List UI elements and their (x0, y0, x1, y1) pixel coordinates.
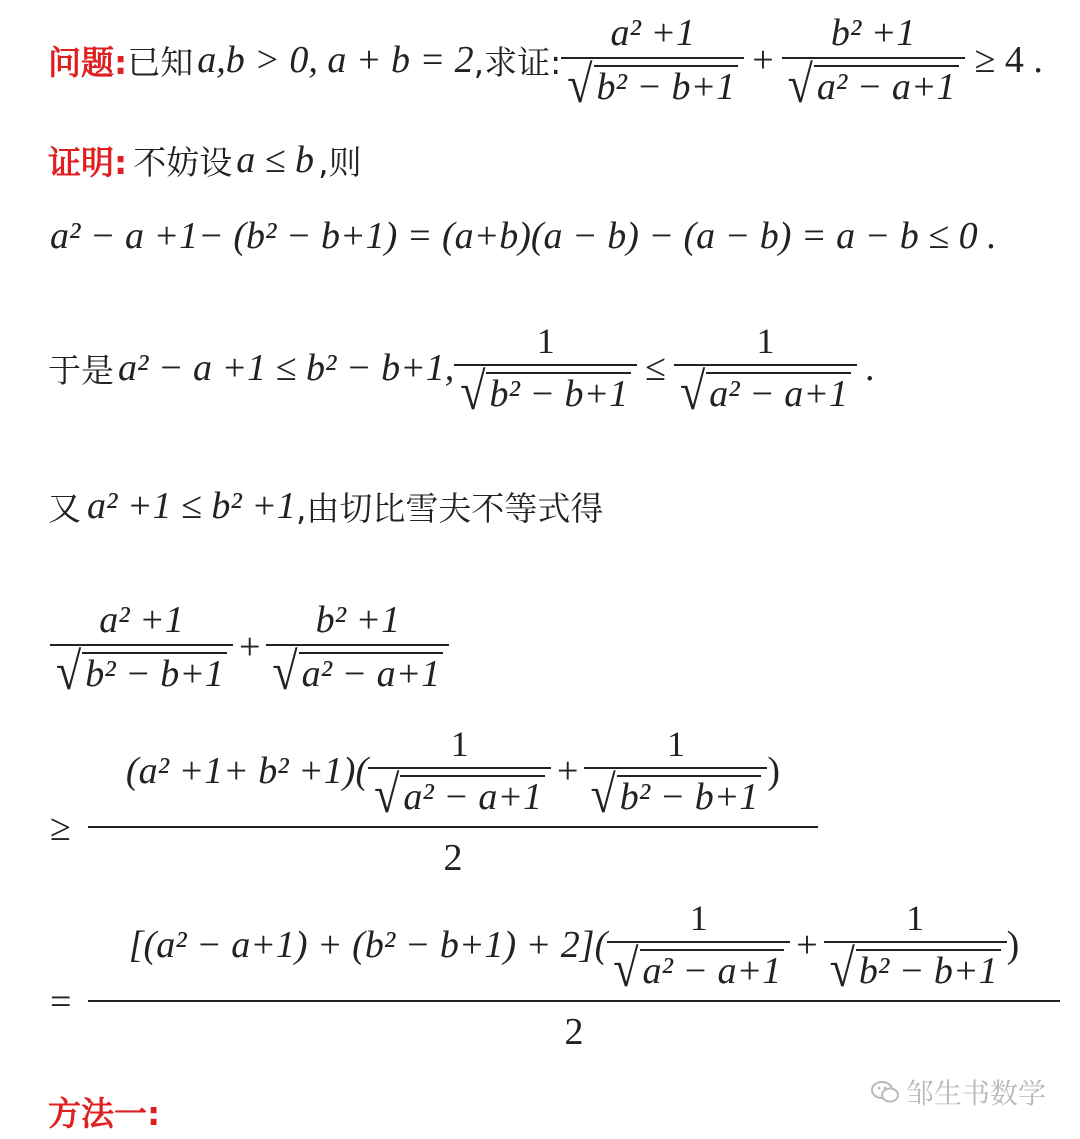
method-label: 方法一: (48, 1094, 161, 1133)
lhs-denominator-1: b² − b+1 (594, 65, 739, 107)
line2-period: . (864, 347, 875, 389)
then-text: ,则 (318, 142, 362, 182)
reciprocal-line (48, 318, 875, 421)
leq-sign: ≤ (645, 347, 667, 389)
step2-fraction (88, 890, 1060, 1054)
step1-plus: + (557, 750, 579, 792)
step2-numerator (129, 890, 1019, 1000)
sqrt-icon: √ (374, 764, 400, 824)
sum-expression (50, 592, 449, 702)
step1-inner-denominator-1: a² − a+1 (400, 775, 545, 817)
step2-inner-numerator-2: 1 (906, 897, 925, 938)
sum-denominator-2: a² − a+1 (299, 652, 444, 694)
step1-inner-denominator-2: b² − b+1 (617, 775, 762, 817)
lhs-numerator-1: a² +1 (610, 11, 695, 54)
lhs-fraction-1 (561, 11, 744, 114)
watermark (870, 1072, 1046, 1112)
step1-numerator (126, 716, 780, 826)
problem-line (48, 10, 1043, 114)
step2-close: ) (1006, 924, 1020, 966)
step1-close: ) (767, 750, 781, 792)
step1-denominator: 2 (443, 837, 463, 879)
step2-inner-denominator-2: b² − b+1 (856, 949, 1001, 991)
step1-inner-fraction-2 (584, 723, 767, 824)
step2-inner-numerator-1: 1 (689, 897, 708, 938)
sum-fraction-2 (266, 598, 449, 701)
sqrt-icon: √ (567, 54, 593, 114)
step1-open: (a² +1+ b² +1)( (125, 750, 369, 792)
line2-fraction-2 (674, 320, 857, 421)
line2-expr: a² − a +1 ≤ b² − b+1, (118, 347, 455, 389)
proof-line (48, 136, 362, 184)
step2-open: [(a² − a+1) + (b² − b+1) + 2]( (128, 924, 608, 966)
eq-sign: = (50, 981, 72, 1023)
difference-line: a² − a +1− (b² − b+1) = (a+b)(a − b) − (a − b) = a − b ≤ 0 . (50, 215, 997, 257)
lhs-numerator-2: b² +1 (830, 11, 916, 54)
sum-denominator-1: b² − b+1 (82, 652, 227, 694)
geq-sign: ≥ (50, 807, 71, 849)
sum-plus: + (238, 626, 261, 668)
step2-inner-fraction-2 (824, 897, 1007, 998)
proof-label: 证明: (48, 142, 128, 182)
given-condition: a,b > 0, a + b = 2 (197, 39, 474, 81)
given-prefix: 已知 (127, 42, 194, 82)
sqrt-icon: √ (787, 54, 813, 114)
problem-label: 问题: (48, 42, 128, 82)
line2-denominator-1: b² − b+1 (486, 372, 631, 414)
line2-denominator-2: a² − a+1 (706, 372, 851, 414)
sum-numerator-1: a² +1 (99, 598, 184, 641)
line3-prefix: 又 (48, 488, 81, 528)
wechat-icon (870, 1080, 900, 1104)
lhs-fraction-2 (782, 11, 965, 114)
line2-numerator-1: 1 (536, 320, 555, 361)
problem-rhs: ≥ 4 . (974, 39, 1043, 81)
step2-inner-denominator-1: a² − a+1 (640, 949, 785, 991)
step2-denominator: 2 (564, 1011, 584, 1053)
chebyshev-line (48, 482, 603, 530)
line3-text: ,由切比雪夫不等式得 (295, 488, 604, 528)
step1-fraction (88, 716, 818, 880)
sqrt-icon: √ (460, 361, 486, 421)
sqrt-icon: √ (680, 361, 706, 421)
step2-inner-fraction-1 (607, 897, 790, 998)
sum-numerator-2: b² +1 (315, 598, 401, 641)
step1-inner-numerator-1: 1 (450, 723, 469, 764)
step1-inner-fraction-1 (368, 723, 551, 824)
sqrt-icon: √ (56, 641, 82, 701)
line2-numerator-2: 1 (756, 320, 775, 361)
sum-fraction-1 (50, 598, 233, 701)
line2-fraction-1 (454, 320, 637, 421)
sqrt-icon: √ (613, 938, 639, 998)
sqrt-icon: √ (590, 764, 616, 824)
assume-text: 不妨设 (133, 142, 233, 182)
line3-expr: a² +1 ≤ b² +1 (87, 485, 296, 527)
prove-label: ,求证: (473, 42, 562, 82)
plus-sign: + (752, 39, 774, 81)
line2-prefix: 于是 (48, 350, 114, 390)
lhs-denominator-2: a² − a+1 (814, 65, 959, 107)
assume-expr: a ≤ b (236, 139, 315, 181)
sqrt-icon: √ (829, 938, 855, 998)
sqrt-icon: √ (272, 641, 298, 701)
step2-plus: + (796, 924, 818, 966)
step1-inner-numerator-2: 1 (666, 723, 685, 764)
watermark-text: 邹生书数学 (906, 1077, 1047, 1110)
